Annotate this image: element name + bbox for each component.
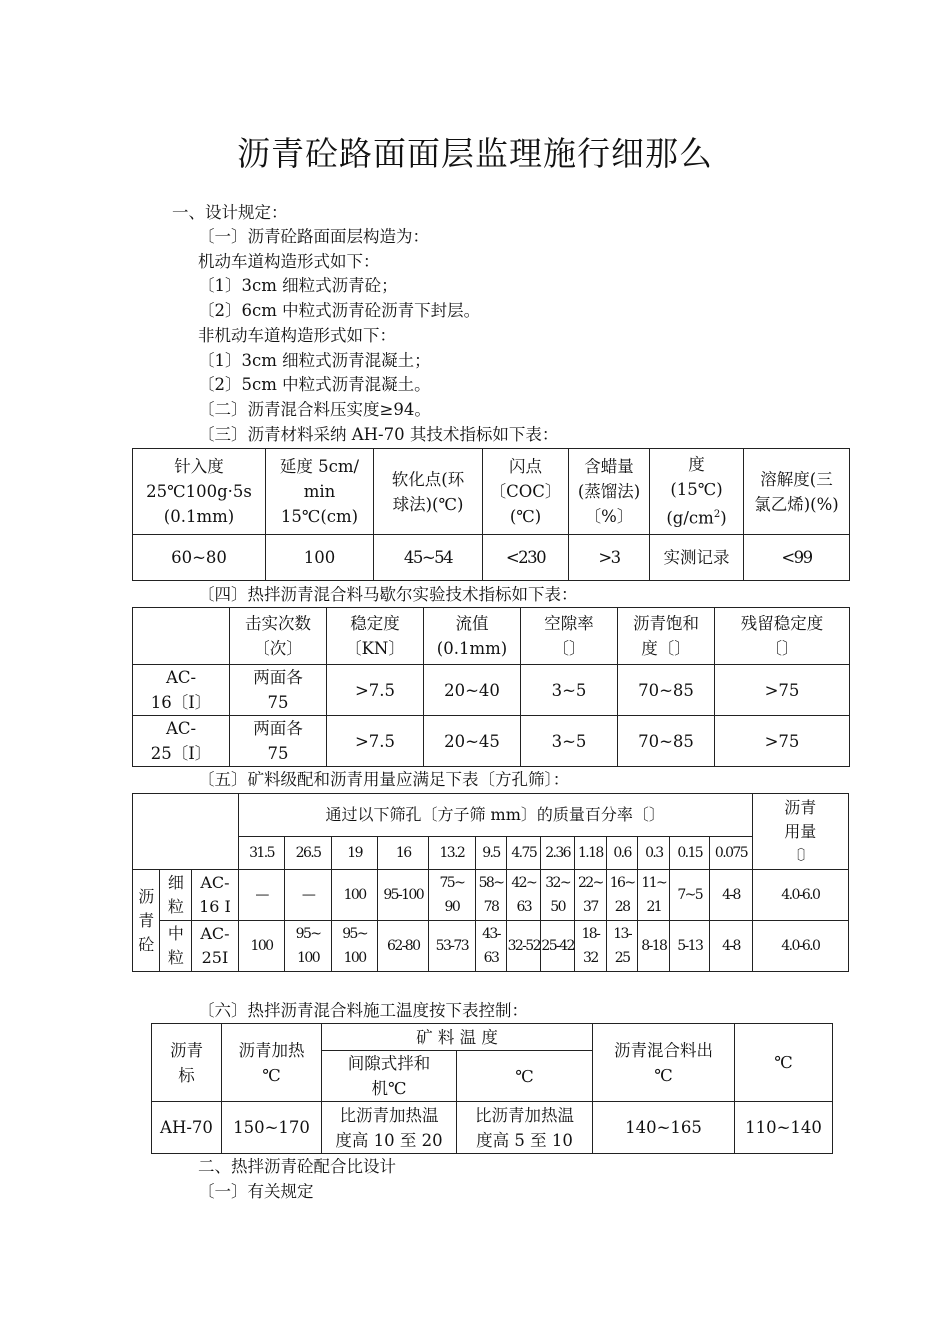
passing-cell: 42~ 63 xyxy=(507,870,541,921)
sieve-size-cell: 4.75 xyxy=(507,837,541,870)
paragraph-nonmotor-item1: 〔1〕3cm 细粒式沥青混凝土； xyxy=(198,351,431,370)
header-aggregate-temp: 矿 料 温 度 xyxy=(322,1024,593,1051)
passing-cell: 95-100 xyxy=(378,870,429,921)
table-row: AH-70 150~170 比沥青加热温 度高 10 至 20 比沥青加热温 度高 5 至 10 140~165 110~140 xyxy=(152,1102,833,1154)
passing-cell: 58~ 78 xyxy=(475,870,507,921)
paragraph-asphalt-spec: 〔三〕沥青材料采纳 AH-70 其技术指标如下表： xyxy=(198,425,559,444)
gradation-table xyxy=(132,793,849,972)
value-flash-point: <230 xyxy=(483,535,569,581)
sieve-size-cell: 31.5 xyxy=(238,837,285,870)
header-asphalt-grade: 沥青 标 xyxy=(152,1024,222,1102)
passing-cell: — xyxy=(238,870,285,921)
passing-cell: 32~ 50 xyxy=(541,870,575,921)
sieve-size-cell: 2.36 xyxy=(541,837,575,870)
value-ductility: 100 xyxy=(266,535,374,581)
header-continuous-mixer: ℃ xyxy=(457,1051,593,1102)
passing-cell: 16~ 28 xyxy=(606,870,638,921)
header-corner xyxy=(133,794,239,870)
value-softening-point: 45~54 xyxy=(374,535,483,581)
sieve-size-cell: 0.15 xyxy=(670,837,710,870)
section-mix-design: 二、热拌沥青砼配合比设计 xyxy=(198,1157,396,1176)
passing-cell: 53-73 xyxy=(429,921,476,972)
passing-cell: 5-13 xyxy=(670,921,710,972)
sieve-size-cell: 0.3 xyxy=(638,837,670,870)
group-label: 沥 青 砼 xyxy=(133,870,160,972)
paragraph-nonmotor-lane: 非机动车道构造形式如下： xyxy=(198,326,396,345)
table-row xyxy=(133,535,850,581)
sieve-size-row xyxy=(133,837,849,870)
paragraph-motor-item2: 〔2〕6cm 中粒式沥青砼沥青下封层。 xyxy=(198,301,481,320)
passing-cell: 95~ 100 xyxy=(285,921,332,972)
header-penetration: 针入度 25℃100g·5s (0.1mm) xyxy=(133,449,266,535)
header-voids: 空隙率 〔〕 xyxy=(521,608,618,665)
header-blows: 击实次数 〔次〕 xyxy=(230,608,327,665)
header-flow: 流值 (0.1mm) xyxy=(424,608,521,665)
paragraph-motor-lane: 机动车道构造形式如下： xyxy=(198,252,380,271)
header-stability: 稳定度 〔KN〕 xyxy=(327,608,424,665)
header-empty xyxy=(133,608,230,665)
passing-cell: 100 xyxy=(331,870,378,921)
paragraph-motor-item1: 〔1〕3cm 细粒式沥青砼； xyxy=(198,276,398,295)
table-row: 沥 青 砼 细 粒 AC- 16 I — — 100 95-100 75~ 90 58~ 78 42~ 63 32~ 50 22~ 37 16~ 28 11~ 21 7~5 4-8 4.0-6.0 xyxy=(133,870,849,921)
asphalt-spec-table xyxy=(132,448,850,581)
paragraph-compaction: 〔二〕沥青混合料压实度≥94。 xyxy=(198,400,431,419)
paragraph-gradation: 〔五〕矿料级配和沥青用量应满足下表〔方孔筛〕： xyxy=(198,770,570,789)
passing-cell: 4-8 xyxy=(710,921,752,972)
passing-cell: 100 xyxy=(238,921,285,972)
header-softening-point: 软化点(环 球法)(℃) xyxy=(374,449,483,535)
passing-cell: 4-8 xyxy=(710,870,752,921)
paragraph-structure: 〔一〕沥青砼路面面层构造为： xyxy=(198,227,429,246)
paragraph-temperature: 〔六〕热拌沥青混合料施工温度按下表控制： xyxy=(198,1001,528,1020)
header-asphalt-content: 沥青 用量 〔〕 xyxy=(752,794,848,870)
header-ductility: 延度 5cm/ min 15℃(cm) xyxy=(266,449,374,535)
temperature-table xyxy=(151,1023,833,1154)
passing-cell: 7~5 xyxy=(670,870,710,921)
paragraph-marshall: 〔四〕热拌沥青混合料马歇尔实验技术指标如下表： xyxy=(198,585,578,604)
paragraph-nonmotor-item2: 〔2〕5cm 中粒式沥青混凝土。 xyxy=(198,375,431,394)
sieve-size-cell: 13.2 xyxy=(429,837,476,870)
sieve-size-cell: 26.5 xyxy=(285,837,332,870)
passing-cell: 43-63 xyxy=(475,921,507,972)
sieve-size-cell: 0.075 xyxy=(710,837,752,870)
value-penetration: 60~80 xyxy=(133,535,266,581)
passing-cell: — xyxy=(285,870,332,921)
passing-cell: 11~ 21 xyxy=(638,870,670,921)
header-temp: ℃ xyxy=(735,1024,833,1102)
section-design-requirements: 一、设计规定： xyxy=(172,203,288,222)
passing-cell: 22~ 37 xyxy=(575,870,607,921)
marshall-table xyxy=(132,607,850,767)
sieve-size-cell: 19 xyxy=(331,837,378,870)
asphalt-content-cell: 4.0-6.0 xyxy=(752,870,848,921)
sieve-size-cell: 0.6 xyxy=(606,837,638,870)
sieve-size-cell: 1.18 xyxy=(575,837,607,870)
passing-cell: 13-25 xyxy=(606,921,638,972)
value-solubility: <99 xyxy=(744,535,850,581)
table-row: 中 粒 AC- 25I 100 95~ 100 95~ 100 62-80 53-73 43-63 32-52 25-42 18-32 13-25 8-18 5-13 4-8 4.0-6.0 xyxy=(133,921,849,972)
passing-cell: 95~ 100 xyxy=(331,921,378,972)
table-header-row xyxy=(133,608,850,665)
header-density: 度 (15℃) $(g/cm^2)$ xyxy=(650,449,744,535)
passing-cell: 75~ 90 xyxy=(429,870,476,921)
header-wax-content: 含蜡量 (蒸馏法) 〔%〕 xyxy=(569,449,650,535)
document-title: 沥青砼路面面层监理施行细那么 xyxy=(237,134,713,173)
passing-cell: 32-52 xyxy=(507,921,541,972)
table-row: AC- 25〔I〕 两面各 75 >7.5 20~45 3~5 70~85 >75 xyxy=(133,716,850,767)
sieve-size-cell: 16 xyxy=(378,837,429,870)
table-row: AC- 16〔I〕 两面各 75 >7.5 20~40 3~5 70~85 >75 xyxy=(133,665,850,716)
passing-cell: 62-80 xyxy=(378,921,429,972)
header-saturation: 沥青饱和 度〔〕 xyxy=(618,608,715,665)
table-header-row xyxy=(133,449,850,535)
header-flash-point: 闪点 〔COC〕 (℃) xyxy=(483,449,569,535)
sieve-size-cell: 9.5 xyxy=(475,837,507,870)
header-batch-mixer: 间隙式拌和 机℃ xyxy=(322,1051,457,1102)
value-wax-content: >3 xyxy=(569,535,650,581)
passing-cell: 8-18 xyxy=(638,921,670,972)
passing-cell: 18-32 xyxy=(575,921,607,972)
paragraph-regulations: 〔一〕有关规定 xyxy=(198,1182,314,1201)
header-sieve-passing: 通过以下筛孔〔方子筛 mm〕的质量百分率〔〕 xyxy=(238,794,752,837)
header-mix-discharge: 沥青混合料出 ℃ xyxy=(593,1024,735,1102)
value-density: 实测记录 xyxy=(650,535,744,581)
header-solubility: 溶解度(三 氯乙烯)(%) xyxy=(744,449,850,535)
header-asphalt-heating: 沥青加热 ℃ xyxy=(222,1024,322,1102)
asphalt-content-cell: 4.0-6.0 xyxy=(752,921,848,972)
header-residual-stability: 残留稳定度 〔〕 xyxy=(715,608,850,665)
passing-cell: 25-42 xyxy=(541,921,575,972)
